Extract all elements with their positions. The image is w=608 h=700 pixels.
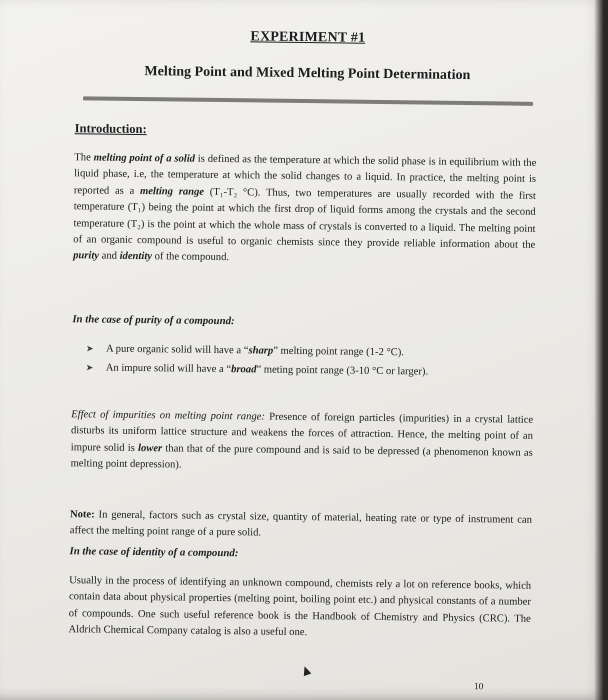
identity-heading: In the case of identity of a compound: (69, 545, 239, 560)
list-item: ➤ An impure solid will have a “broad” meting point range (3-10 °C or larger). (86, 358, 429, 381)
purity-heading: In the case of purity of a compound: (72, 313, 235, 328)
introduction-paragraph: The melting point of a solid is defined as the temperature at which the solid phase is in equilibrium with the liquid phase, i.e, the temperature at which the solid changes to a liquid. In practice, the melting point is reported as a melting range (T₁-T₂ °C). Thus, two temperatures are usually recorded with the first temperature (T₁) being the point at which the first drop of liquid forms among the crystals and the second temperature (T₂) is the point at which the whole mass of crystals is converted to a liquid. The melting point of an organic compound is useful to organic chemists since they provide reliable information about the purity and identity of the compound. (73, 152, 537, 264)
effect-paragraph: Effect of impurities on melting point range: Presence of foreign particles (impurities) in a crystal lattice disturbs its uniform lattice structure and weakens the forces of attraction. Hence, the melting point of an impure solid is lower than that of the pure compound and is said to be depressed (a phenomenon known as melting point depression). (70, 409, 534, 471)
note-paragraph: Note: In general, factors such as crystal size, quantity of material, heating rate or type of instrument can affect the melting point range of a pure solid. (69, 509, 533, 539)
page-edge-shadow (594, 0, 608, 700)
page-number: 10 (473, 682, 484, 693)
introduction-heading: Introduction: (74, 121, 147, 137)
identity-paragraph: Usually in the process of identifying an unknown compound, chemists rely a lot on reference books, which contain data about physical properties (melting point, boiling point etc.) and physical constants of a number of compounds. One such useful reference book is the Handbook of Chemistry and Physics (CRC). The Aldrich Chemical Company catalog is also a useful one. (68, 575, 532, 639)
list-item: ➤ A pure organic solid will have a “sharp” melting point range (1-2 °C). (86, 339, 429, 362)
divider-rule (83, 96, 533, 105)
page-title: EXPERIMENT #1 (250, 29, 366, 46)
page-subtitle: Melting Point and Mixed Melting Point Determination (144, 64, 471, 84)
arrow-bullet-icon: ➤ (85, 343, 94, 354)
mouse-cursor-icon (301, 665, 312, 676)
purity-bullet-list (86, 339, 429, 381)
arrow-bullet-icon: ➤ (85, 362, 94, 373)
